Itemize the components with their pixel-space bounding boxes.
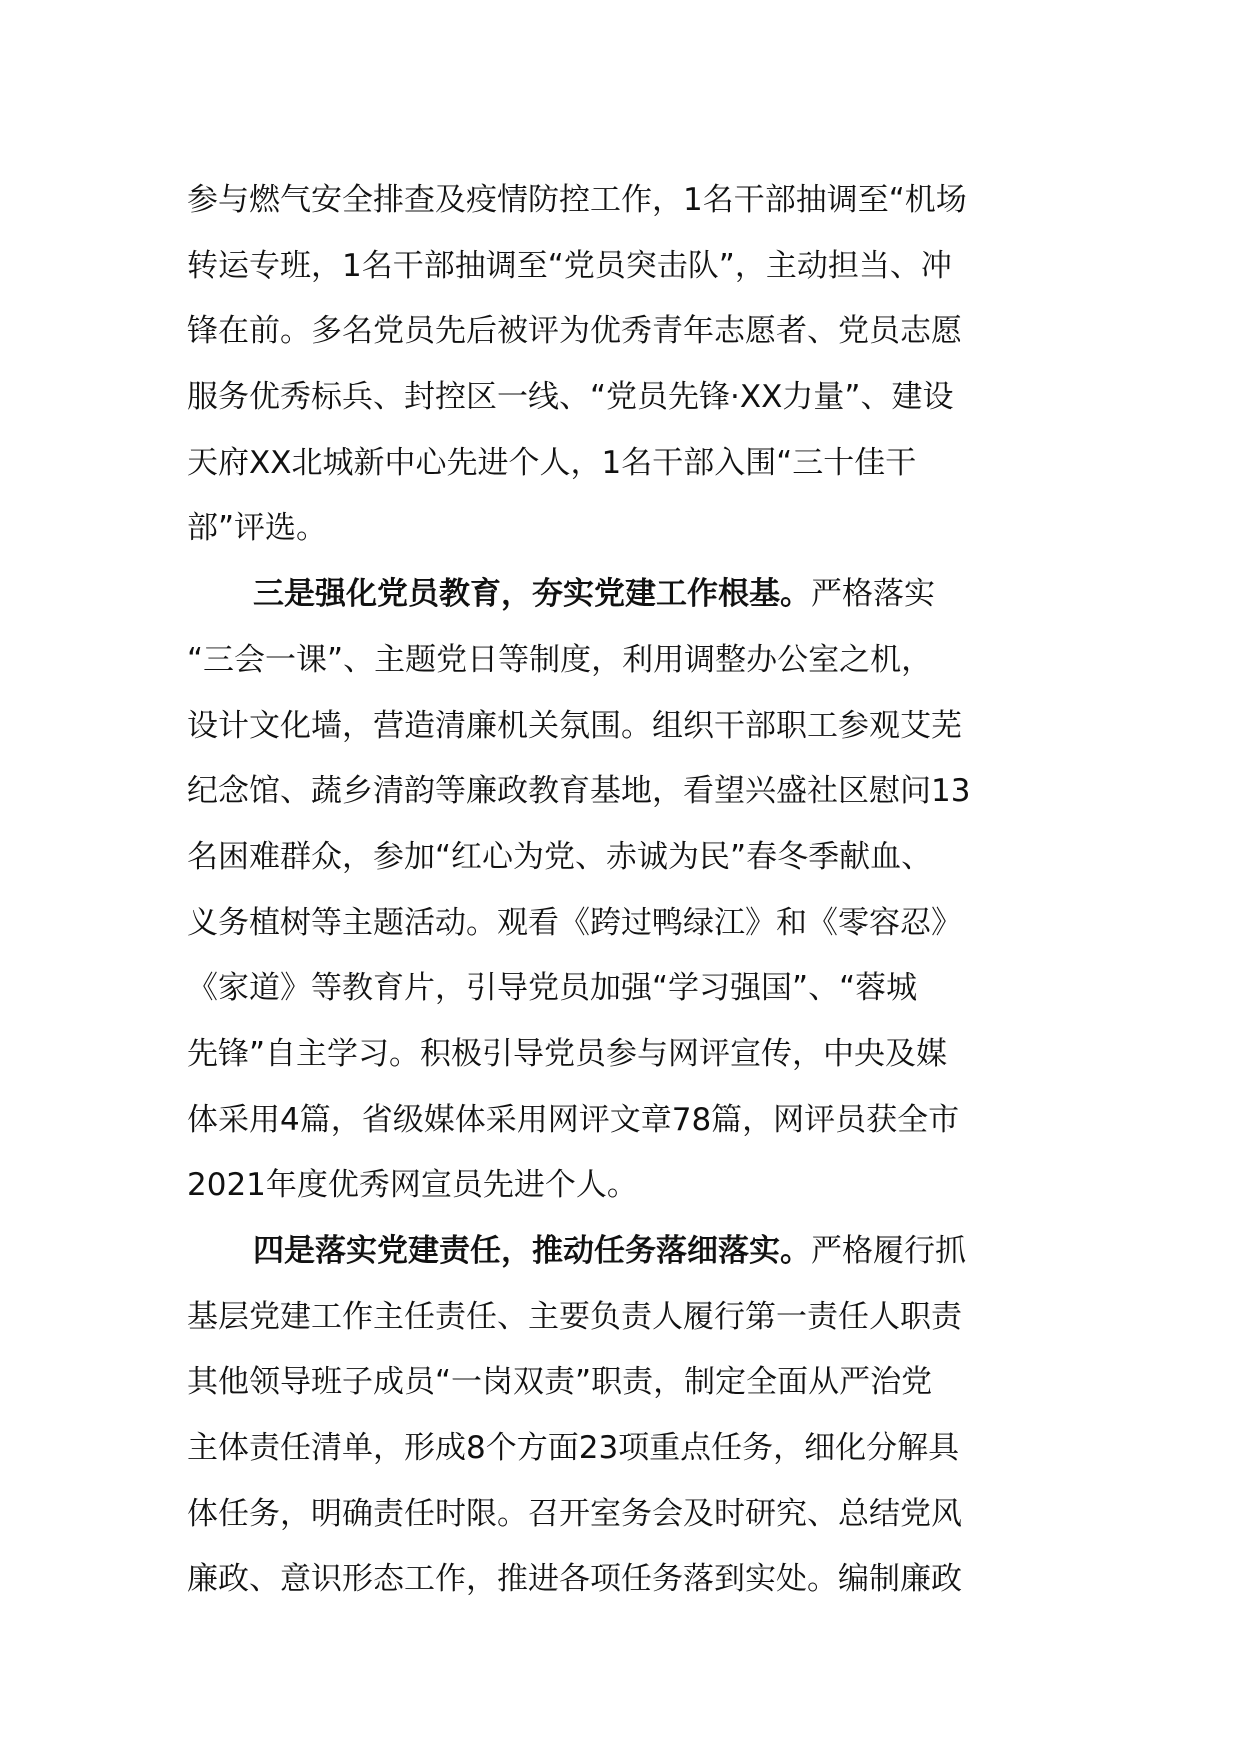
text-line: 参与燃气安全排查及疫情防控工作，1名干部抽调至“机场 bbox=[187, 182, 967, 218]
text-line: 部”评选。 bbox=[187, 510, 328, 547]
paragraph-text: 严格履行抓 bbox=[811, 1233, 966, 1269]
text-line: 锋在前。多名党员先后被评为优秀青年志愿者、党员志愿 bbox=[187, 313, 962, 350]
paragraph-first-line bbox=[187, 562, 1055, 628]
text-line: 设计文化墙，营造清廉机关氛围。组织干部职工参观艾芜 bbox=[187, 707, 962, 744]
text-line: 体任务，明确责任时限。召开室务会及时研究、总结党风 bbox=[187, 1495, 962, 1532]
text-line: 服务优秀标兵、封控区一线、“党员先锋·XX力量”、建设 bbox=[187, 379, 954, 416]
text-line: 天府XX北城新中心先进个人，1名干部入围“三十佳干 bbox=[187, 444, 917, 481]
text-line: 2021年度优秀网宣员先进个人。 bbox=[187, 1167, 638, 1204]
text-line: 体采用4篇，省级媒体采用网评文章78篇，网评员获全市 bbox=[187, 1101, 960, 1138]
paragraph-heading: 三是强化党员教育，夯实党建工作根基。 bbox=[253, 576, 811, 613]
text-line: 基层党建工作主任责任、主要负责人履行第一责任人职责 bbox=[187, 1298, 962, 1335]
text-line: “三会一课”、主题党日等制度，利用调整办公室之机， bbox=[187, 641, 933, 678]
paragraph-heading: 四是落实党建责任，推动任务落细落实。 bbox=[253, 1233, 811, 1269]
text-line: 名困难群众，参加“红心为党、赤诚为民”春冬季献血、 bbox=[187, 838, 933, 875]
paragraph-first-line bbox=[187, 1219, 1055, 1285]
text-line: 廉政、意识形态工作，推进各项任务落到实处。编制廉政 bbox=[187, 1561, 962, 1598]
text-line: 先锋”自主学习。积极引导党员参与网评宣传，中央及媒 bbox=[187, 1035, 948, 1072]
text-line: 主体责任清单，形成8个方面23项重点任务，细化分解具 bbox=[187, 1430, 960, 1467]
text-line: 转运专班，1名干部抽调至“党员突击队”，主动担当、冲 bbox=[187, 247, 952, 284]
paragraph-text: 严格落实 bbox=[811, 576, 935, 613]
document-body bbox=[187, 168, 1055, 1613]
text-line: 义务植树等主题活动。观看《跨过鸭绿江》和《零容忍》 bbox=[187, 904, 962, 941]
text-line: 其他领导班子成员“一岗双责”职责，制定全面从严治党 bbox=[187, 1364, 933, 1401]
text-line: 纪念馆、蔬乡清韵等廉政教育基地，看望兴盛社区慰问13 bbox=[187, 773, 971, 810]
text-line: 《家道》等教育片，引导党员加强“学习强国”、“蓉城 bbox=[187, 970, 918, 1007]
